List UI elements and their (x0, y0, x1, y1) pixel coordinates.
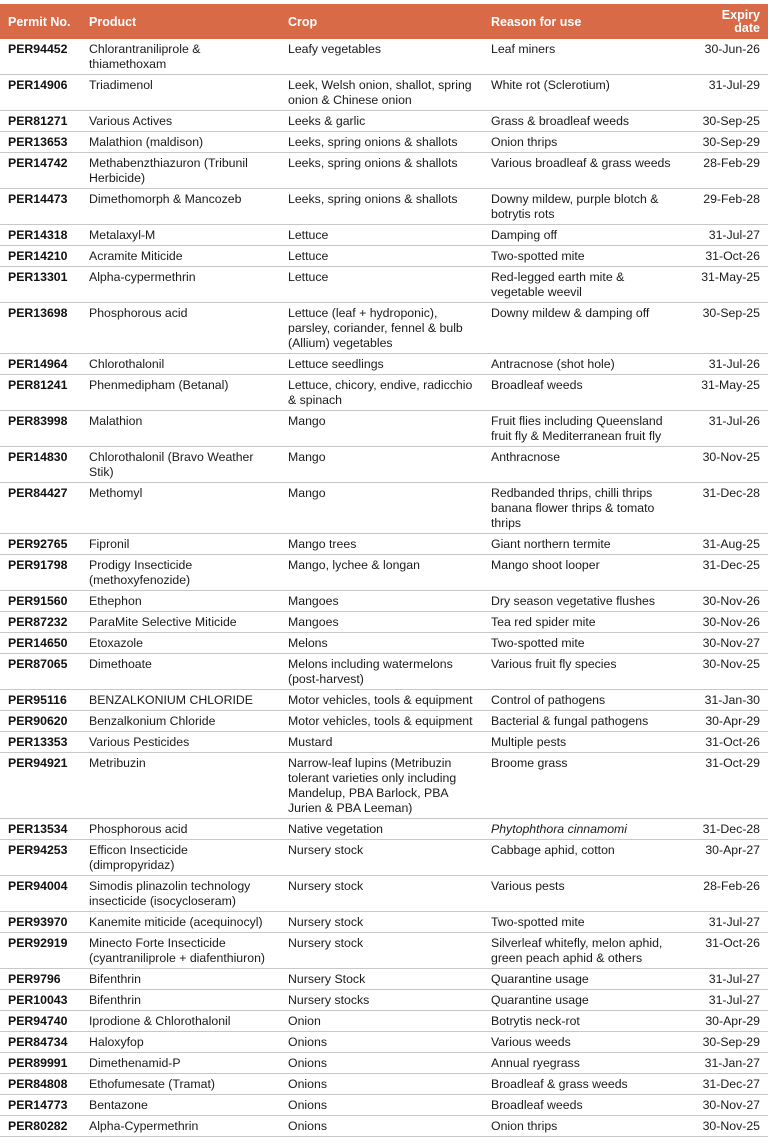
product-cell: Bifenthrin (81, 990, 280, 1011)
expiry-date-cell: 30-Nov-25 (685, 654, 768, 690)
expiry-date-cell: 30-Apr-29 (685, 711, 768, 732)
product-cell: Methomyl (81, 483, 280, 534)
product-cell: Phosphorous acid (81, 819, 280, 840)
permit-no-cell: PER84734 (0, 1032, 81, 1053)
product-cell: Simodis plinazolin technology insecticide (isocycloseram) (81, 876, 280, 912)
permit-no-cell: PER14742 (0, 153, 81, 189)
permit-no-cell: PER94740 (0, 1011, 81, 1032)
product-cell: Alpha-cypermethrin (81, 267, 280, 303)
reason-cell: Broadleaf weeds (483, 1095, 685, 1116)
table-row (0, 1032, 768, 1053)
crop-cell: Onion (280, 1011, 483, 1032)
table-row (0, 612, 768, 633)
crop-cell: Leek, Welsh onion, shallot, spring onion & Chinese onion (280, 75, 483, 111)
permit-no-cell: PER92919 (0, 933, 81, 969)
product-cell: Bentazone (81, 1095, 280, 1116)
product-cell: Etoxazole (81, 633, 280, 654)
permit-no-cell: PER94004 (0, 876, 81, 912)
permit-no-cell: PER13653 (0, 132, 81, 153)
permit-no-cell: PER9796 (0, 969, 81, 990)
table-row (0, 447, 768, 483)
crop-cell: Leafy vegetables (280, 39, 483, 75)
reason-cell: White rot (Sclerotium) (483, 75, 685, 111)
expiry-date-cell: 29-Feb-28 (685, 189, 768, 225)
product-cell: Malathion (81, 411, 280, 447)
table-row (0, 969, 768, 990)
table-row (0, 375, 768, 411)
crop-cell: Lettuce (leaf + hydroponic), parsley, coriander, fennel & bulb (Allium) vegetables (280, 303, 483, 354)
crop-cell: Lettuce (280, 267, 483, 303)
expiry-date-cell: 31-Jul-27 (685, 990, 768, 1011)
product-cell: Chlorantraniliprole & thiamethoxam (81, 39, 280, 75)
crop-cell: Mangoes (280, 612, 483, 633)
permit-no-cell: PER94253 (0, 840, 81, 876)
product-cell: Dimethomorph & Mancozeb (81, 189, 280, 225)
crop-cell: Mango, lychee & longan (280, 555, 483, 591)
reason-cell: Quarantine usage (483, 969, 685, 990)
permit-no-cell: PER14210 (0, 246, 81, 267)
reason-cell: Various weeds (483, 1032, 685, 1053)
permit-no-cell: PER14650 (0, 633, 81, 654)
product-cell: Various Pesticides (81, 732, 280, 753)
reason-cell: Various pests (483, 876, 685, 912)
expiry-date-cell: 31-May-25 (685, 375, 768, 411)
crop-cell: Onions (280, 1095, 483, 1116)
reason-cell: Grass & broadleaf weeds (483, 111, 685, 132)
expiry-date-cell: 31-Dec-28 (685, 483, 768, 534)
reason-cell: Redbanded thrips, chilli thrips banana flower thrips & tomato thrips (483, 483, 685, 534)
crop-cell: Lettuce, chicory, endive, radicchio & spinach (280, 375, 483, 411)
expiry-date-cell: 31-Dec-28 (685, 819, 768, 840)
table-row (0, 225, 768, 246)
product-cell: Iprodione & Chlorothalonil (81, 1011, 280, 1032)
reason-cell: Tea red spider mite (483, 612, 685, 633)
reason-cell: Leaf miners (483, 39, 685, 75)
expiry-date-cell: 31-Dec-25 (685, 555, 768, 591)
table-row (0, 153, 768, 189)
table-row (0, 711, 768, 732)
expiry-date-cell: 28-Feb-26 (685, 876, 768, 912)
crop-cell: Onions (280, 1053, 483, 1074)
product-cell: Bifenthrin (81, 969, 280, 990)
table-row (0, 1011, 768, 1032)
reason-cell: Cabbage aphid, cotton (483, 840, 685, 876)
table-row (0, 591, 768, 612)
table-row (0, 876, 768, 912)
table-row (0, 753, 768, 819)
expiry-date-cell: 31-Aug-25 (685, 534, 768, 555)
table-row (0, 189, 768, 225)
expiry-date-cell: 31-Oct-26 (685, 246, 768, 267)
expiry-date-cell: 31-Oct-29 (685, 753, 768, 819)
reason-cell: Annual ryegrass (483, 1053, 685, 1074)
product-cell: Prodigy Insecticide (methoxyfenozide) (81, 555, 280, 591)
reason-cell: Red-legged earth mite & vegetable weevil (483, 267, 685, 303)
permit-no-cell: PER94452 (0, 39, 81, 75)
reason-cell: Anthracnose (483, 447, 685, 483)
reason-cell: Two-spotted mite (483, 633, 685, 654)
permit-no-cell: PER14906 (0, 75, 81, 111)
crop-cell: Lettuce seedlings (280, 354, 483, 375)
expiry-date-cell: 30-Sep-29 (685, 132, 768, 153)
table-row (0, 354, 768, 375)
reason-cell: Various fruit fly species (483, 654, 685, 690)
permit-no-cell: PER87065 (0, 654, 81, 690)
crop-cell: Nursery stocks (280, 990, 483, 1011)
reason-cell: Antracnose (shot hole) (483, 354, 685, 375)
table-row (0, 912, 768, 933)
table-row (0, 534, 768, 555)
product-cell: Dimethenamid-P (81, 1053, 280, 1074)
permit-no-cell: PER93970 (0, 912, 81, 933)
expiry-date-cell: 30-Nov-26 (685, 591, 768, 612)
product-cell: Alpha-Cypermethrin (81, 1116, 280, 1137)
table-body (0, 39, 768, 1137)
expiry-date-cell: 31-Jul-29 (685, 75, 768, 111)
table-row (0, 690, 768, 711)
product-cell: Triadimenol (81, 75, 280, 111)
crop-cell: Onions (280, 1074, 483, 1095)
permit-no-cell: PER14830 (0, 447, 81, 483)
expiry-date-cell: 31-Jul-27 (685, 225, 768, 246)
expiry-date-cell: 28-Feb-29 (685, 153, 768, 189)
permit-no-cell: PER14473 (0, 189, 81, 225)
permit-table (0, 4, 768, 1137)
reason-cell: Two-spotted mite (483, 246, 685, 267)
permit-no-cell: PER90620 (0, 711, 81, 732)
expiry-date-cell: 30-Apr-29 (685, 1011, 768, 1032)
crop-cell: Native vegetation (280, 819, 483, 840)
permit-no-cell: PER14773 (0, 1095, 81, 1116)
reason-cell: Fruit flies including Queensland fruit fly & Mediterranean fruit fly (483, 411, 685, 447)
reason-cell: Phytophthora cinnamomi (483, 819, 685, 840)
product-cell: Chlorothalonil (81, 354, 280, 375)
reason-cell: Control of pathogens (483, 690, 685, 711)
expiry-date-cell: 30-Sep-29 (685, 1032, 768, 1053)
expiry-date-cell: 31-Dec-27 (685, 1074, 768, 1095)
crop-cell: Nursery stock (280, 876, 483, 912)
product-cell: Chlorothalonil (Bravo Weather Stik) (81, 447, 280, 483)
table-row (0, 840, 768, 876)
product-cell: Phenmedipham (Betanal) (81, 375, 280, 411)
expiry-date-cell: 30-Nov-25 (685, 447, 768, 483)
reason-cell: Multiple pests (483, 732, 685, 753)
table-row (0, 1053, 768, 1074)
crop-cell: Mango (280, 411, 483, 447)
permit-no-cell: PER83998 (0, 411, 81, 447)
permit-no-cell: PER94921 (0, 753, 81, 819)
product-cell: Fipronil (81, 534, 280, 555)
expiry-date-cell: 31-Oct-26 (685, 732, 768, 753)
permit-no-cell: PER91798 (0, 555, 81, 591)
expiry-date-cell: 30-Jun-26 (685, 39, 768, 75)
crop-cell: Nursery stock (280, 840, 483, 876)
permit-no-cell: PER13534 (0, 819, 81, 840)
expiry-date-cell: 31-Oct-26 (685, 933, 768, 969)
product-cell: Dimethoate (81, 654, 280, 690)
expiry-date-cell: 31-May-25 (685, 267, 768, 303)
crop-cell: Narrow-leaf lupins (Metribuzin tolerant varieties only including Mandelup, PBA Barlock, PBA Jurien & PBA Leeman) (280, 753, 483, 819)
crop-cell: Lettuce (280, 246, 483, 267)
table-header (0, 4, 768, 39)
crop-cell: Nursery stock (280, 912, 483, 933)
crop-cell: Motor vehicles, tools & equipment (280, 711, 483, 732)
reason-cell: Mango shoot looper (483, 555, 685, 591)
product-cell: ParaMite Selective Miticide (81, 612, 280, 633)
header-crop: Crop (280, 4, 483, 39)
reason-cell: Silverleaf whitefly, melon aphid, green peach aphid & others (483, 933, 685, 969)
crop-cell: Onions (280, 1116, 483, 1137)
table-row (0, 1095, 768, 1116)
product-cell: Ethephon (81, 591, 280, 612)
table-row (0, 246, 768, 267)
table-row (0, 132, 768, 153)
product-cell: Methabenzthiazuron (Tribunil Herbicide) (81, 153, 280, 189)
reason-cell: Broome grass (483, 753, 685, 819)
expiry-date-cell: 30-Nov-26 (685, 612, 768, 633)
permit-no-cell: PER84427 (0, 483, 81, 534)
crop-cell: Leeks, spring onions & shallots (280, 189, 483, 225)
product-cell: Benzalkonium Chloride (81, 711, 280, 732)
crop-cell: Melons including watermelons (post-harvest) (280, 654, 483, 690)
expiry-date-cell: 31-Jul-27 (685, 969, 768, 990)
product-cell: Kanemite miticide (acequinocyl) (81, 912, 280, 933)
crop-cell: Lettuce (280, 225, 483, 246)
reason-cell: Dry season vegetative flushes (483, 591, 685, 612)
product-cell: Acramite Miticide (81, 246, 280, 267)
permit-no-cell: PER84808 (0, 1074, 81, 1095)
crop-cell: Melons (280, 633, 483, 654)
crop-cell: Mango (280, 483, 483, 534)
crop-cell: Mango trees (280, 534, 483, 555)
table-row (0, 555, 768, 591)
crop-cell: Leeks, spring onions & shallots (280, 153, 483, 189)
table-row (0, 819, 768, 840)
crop-cell: Motor vehicles, tools & equipment (280, 690, 483, 711)
table-row (0, 1116, 768, 1137)
permit-no-cell: PER81241 (0, 375, 81, 411)
product-cell: Ethofumesate (Tramat) (81, 1074, 280, 1095)
table-row (0, 267, 768, 303)
crop-cell: Mangoes (280, 591, 483, 612)
table-row (0, 990, 768, 1011)
permit-no-cell: PER89991 (0, 1053, 81, 1074)
table-row (0, 732, 768, 753)
reason-cell: Downy mildew, purple blotch & botrytis rots (483, 189, 685, 225)
permit-no-cell: PER14318 (0, 225, 81, 246)
reason-cell: Onion thrips (483, 1116, 685, 1137)
permit-no-cell: PER81271 (0, 111, 81, 132)
expiry-date-cell: 31-Jan-30 (685, 690, 768, 711)
product-cell: Phosphorous acid (81, 303, 280, 354)
permit-no-cell: PER10043 (0, 990, 81, 1011)
expiry-date-cell: 30-Nov-27 (685, 1095, 768, 1116)
table-row (0, 111, 768, 132)
expiry-date-cell: 31-Jul-26 (685, 354, 768, 375)
header-expiry-date: Expiry date (685, 4, 768, 39)
table-row (0, 411, 768, 447)
product-cell: Efficon Insecticide (dimpropyridaz) (81, 840, 280, 876)
permit-no-cell: PER87232 (0, 612, 81, 633)
permit-no-cell: PER92765 (0, 534, 81, 555)
reason-cell: Botrytis neck-rot (483, 1011, 685, 1032)
reason-cell: Broadleaf weeds (483, 375, 685, 411)
crop-cell: Leeks, spring onions & shallots (280, 132, 483, 153)
crop-cell: Leeks & garlic (280, 111, 483, 132)
permit-no-cell: PER13301 (0, 267, 81, 303)
header-row (0, 4, 768, 39)
product-cell: Metalaxyl-M (81, 225, 280, 246)
expiry-date-cell: 31-Jul-27 (685, 912, 768, 933)
table-row (0, 633, 768, 654)
crop-cell: Mustard (280, 732, 483, 753)
header-reason: Reason for use (483, 4, 685, 39)
expiry-date-cell: 30-Nov-25 (685, 1116, 768, 1137)
expiry-date-cell: 30-Sep-25 (685, 111, 768, 132)
expiry-date-cell: 30-Sep-25 (685, 303, 768, 354)
permit-no-cell: PER14964 (0, 354, 81, 375)
reason-cell: Quarantine usage (483, 990, 685, 1011)
crop-cell: Nursery stock (280, 933, 483, 969)
table-row (0, 75, 768, 111)
permit-no-cell: PER13353 (0, 732, 81, 753)
permit-no-cell: PER95116 (0, 690, 81, 711)
table-row (0, 654, 768, 690)
reason-cell: Bacterial & fungal pathogens (483, 711, 685, 732)
expiry-date-cell: 31-Jul-26 (685, 411, 768, 447)
header-permit-no: Permit No. (0, 4, 81, 39)
table-row (0, 933, 768, 969)
table-row (0, 39, 768, 75)
expiry-date-cell: 30-Nov-27 (685, 633, 768, 654)
product-cell: Various Actives (81, 111, 280, 132)
table-row (0, 483, 768, 534)
crop-cell: Nursery Stock (280, 969, 483, 990)
product-cell: Malathion (maldison) (81, 132, 280, 153)
crop-cell: Mango (280, 447, 483, 483)
table-row (0, 303, 768, 354)
product-cell: Haloxyfop (81, 1032, 280, 1053)
expiry-date-cell: 31-Jan-27 (685, 1053, 768, 1074)
permit-no-cell: PER80282 (0, 1116, 81, 1137)
expiry-date-cell: 30-Apr-27 (685, 840, 768, 876)
reason-cell: Two-spotted mite (483, 912, 685, 933)
product-cell: Minecto Forte Insecticide (cyantraniliprole + diafenthiuron) (81, 933, 280, 969)
product-cell: Metribuzin (81, 753, 280, 819)
product-cell: BENZALKONIUM CHLORIDE (81, 690, 280, 711)
table-row (0, 1074, 768, 1095)
reason-cell: Various broadleaf & grass weeds (483, 153, 685, 189)
permit-no-cell: PER91560 (0, 591, 81, 612)
header-product: Product (81, 4, 280, 39)
reason-cell: Broadleaf & grass weeds (483, 1074, 685, 1095)
reason-cell: Giant northern termite (483, 534, 685, 555)
permit-no-cell: PER13698 (0, 303, 81, 354)
reason-cell: Damping off (483, 225, 685, 246)
reason-cell: Downy mildew & damping off (483, 303, 685, 354)
reason-cell: Onion thrips (483, 132, 685, 153)
crop-cell: Onions (280, 1032, 483, 1053)
